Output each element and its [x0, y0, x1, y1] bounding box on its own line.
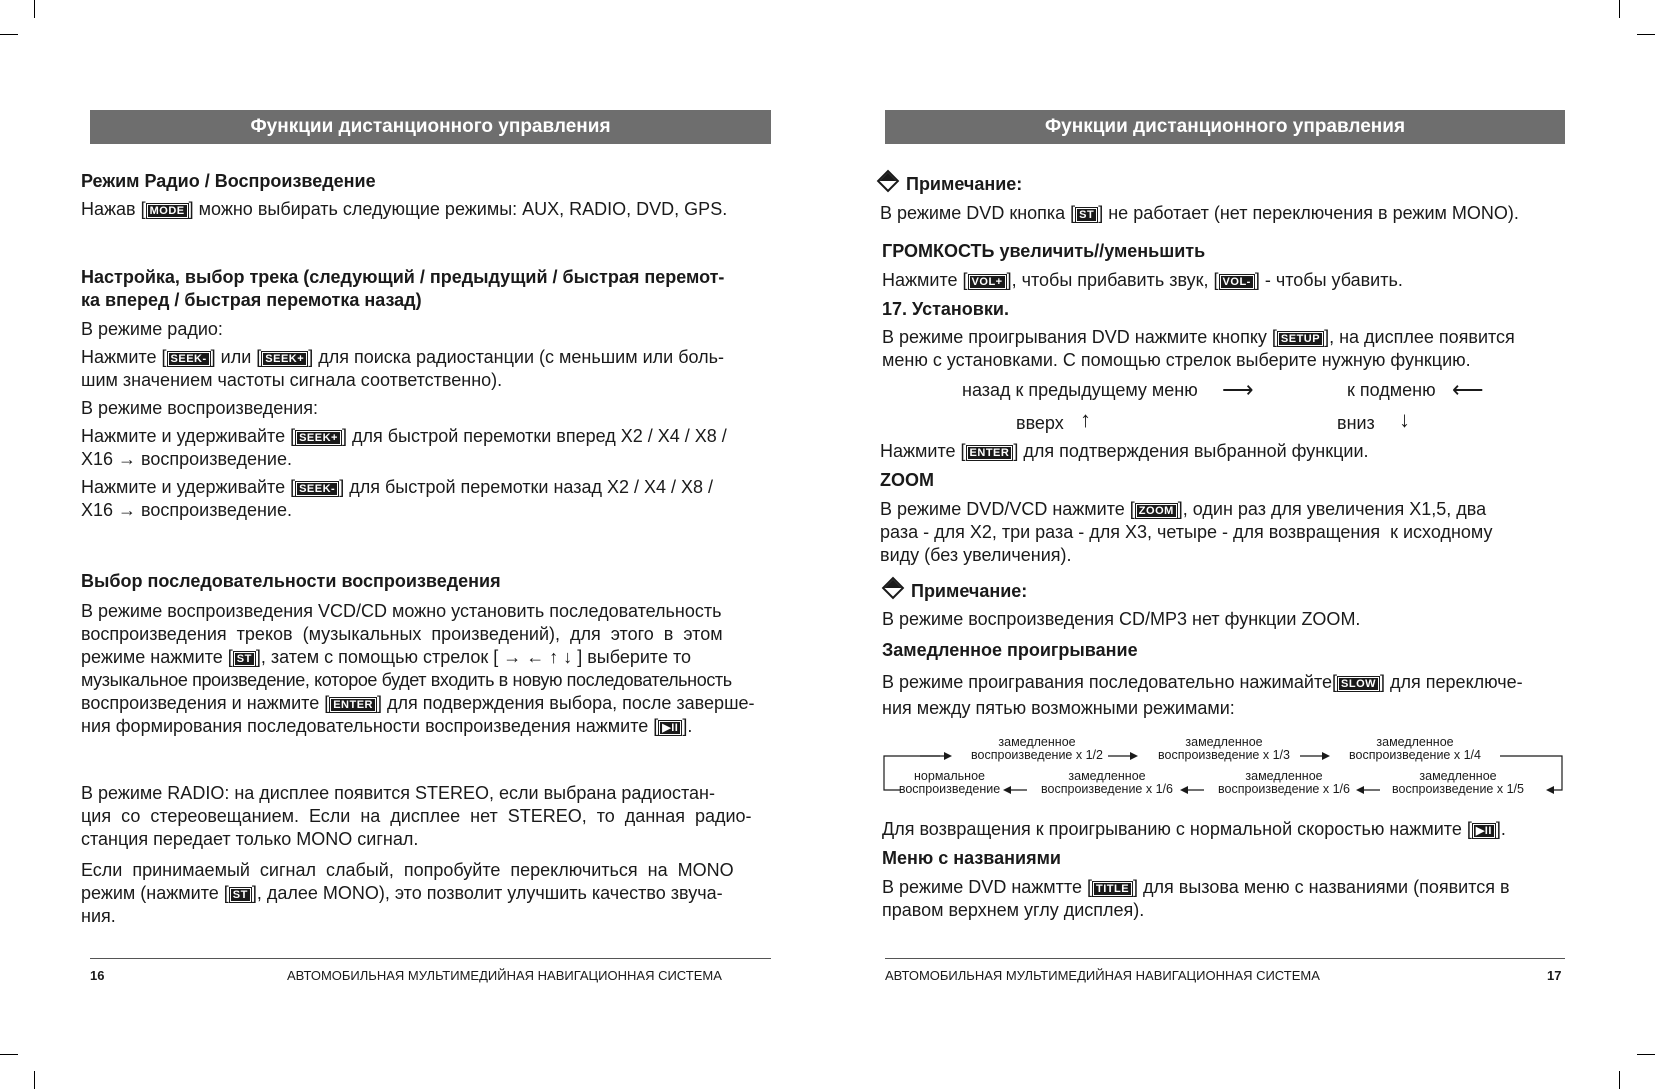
- seek-plus-key-icon: SEEK+: [295, 430, 342, 446]
- section-title: Меню с названиями: [882, 848, 1061, 868]
- paragraph: ния между пятью возможными режимами:: [882, 698, 1235, 718]
- seek-plus-key-icon: SEEK+: [261, 351, 308, 367]
- play-pause-key-icon: ▶II: [1472, 823, 1496, 839]
- flow-step-1-5: замедленное воспроизведение х 1/5: [1392, 769, 1524, 796]
- paragraph: В режиме DVD/VCD нажмите [ ZOOM ], один раз для увеличения X1,5, два: [880, 499, 1487, 519]
- paragraph: X16 → воспроизведение.: [81, 449, 292, 469]
- paragraph: шим значением частоты сигнала соответственно).: [81, 370, 503, 390]
- note-icon: [877, 170, 900, 193]
- section-title: ГРОМКОСТЬ увеличить//уменьшить: [882, 241, 1206, 261]
- st-key-icon: ST: [229, 887, 252, 903]
- footer-divider: [885, 958, 1565, 959]
- note-title: Примечание:: [885, 580, 1605, 603]
- paragraph: ция со стереовещанием. Если на дисплее нет STEREO, то данная радио-: [81, 806, 752, 826]
- arrow-down-icon: ↓: [1399, 407, 1410, 432]
- arrow-up-label: вверх: [1016, 413, 1064, 433]
- section-stereo: [81, 782, 761, 928]
- paragraph: режим (нажмите [ ST ], далее MONO), это позволит улучшить качество звуча-: [81, 883, 723, 903]
- play-pause-key-icon: ▶II: [658, 720, 682, 736]
- zoom-key-icon: ZOOM: [1135, 503, 1178, 519]
- paragraph: В режиме воспроизведения:: [81, 398, 318, 418]
- paragraph: Для возвращения к проигрыванию с нормальной скоростью нажмите [ ▶II ].: [882, 819, 1506, 839]
- arrow-sub-label: к подменю: [1347, 380, 1436, 400]
- section-title: 17. Установки.: [882, 299, 1009, 319]
- setup-key-icon: SETUP: [1277, 331, 1324, 347]
- right-page: [827, 0, 1655, 1089]
- arrow-down-label: вниз: [1337, 413, 1375, 433]
- slow-key-icon: SLOW: [1337, 676, 1380, 692]
- paragraph: В режиме воспроизведения VCD/CD можно установить последовательность воспроизведения треков (музыкальных произведений), для этого в этом режиме нажмите [ ST ], затем с помощью стрелок [ → ← ↑ ↓ ] выберите то музыкальное произведение, которое будет входить в новую последовательность воспроизведения и нажмите [ ENTER ] для подверждения выбора, после заверше- ния формирования последовательности воспроизведения нажмите [ ▶II ].: [81, 601, 755, 736]
- footer-divider: [90, 958, 771, 959]
- page-title: Функции дистанционного управления: [885, 110, 1565, 144]
- paragraph: В режиме DVD нажмтте [ TITLE ] для вызова меню с названиями (появится в: [882, 877, 1510, 897]
- paragraph: В режиме проигрывания DVD нажмите кнопку [ SETUP ], на дисплее появится: [882, 327, 1515, 347]
- footer-text: АВТОМОБИЛЬНАЯ МУЛЬТИМЕДИЙНАЯ НАВИГАЦИОННАЯ СИСТЕМА: [885, 968, 1320, 983]
- note-zoom: [882, 580, 1605, 631]
- footer-text: АВТОМОБИЛЬНАЯ МУЛЬТИМЕДИЙНАЯ НАВИГАЦИОННАЯ СИСТЕМА: [287, 968, 722, 983]
- vol-plus-key-icon: VOL+: [968, 274, 1007, 290]
- vol-minus-key-icon: VOL-: [1219, 274, 1255, 290]
- section-title: Выбор последовательности воспроизведения: [81, 571, 501, 591]
- paragraph: Нажмите [ ENTER ] для подтверждения выбранной функции.: [880, 441, 1369, 461]
- arrow-left-icon: ⟵: [1452, 377, 1484, 402]
- paragraph: В режиме проигравания последовательно нажимайте[ SLOW ] для переключе-: [882, 672, 1523, 692]
- arrow-right-icon: ⟶: [1222, 377, 1254, 402]
- left-page: [0, 0, 827, 1089]
- arrow-up-icon: ↑: [1080, 407, 1091, 432]
- section-sequence: [81, 570, 761, 738]
- paragraph: В режиме радио:: [81, 319, 223, 339]
- section-slow: [882, 639, 1602, 720]
- section-title: ка вперед / быстрая перемотка назад): [81, 290, 422, 310]
- flow-step-1-3: замедленное воспроизведение х 1/3: [1158, 735, 1290, 762]
- paragraph: В режиме RADIO: на дисплее появится STEREO, если выбрана радиостан-: [81, 783, 715, 803]
- paragraph: В режиме DVD кнопка [ ST ] не работает (нет переключения в режим MONO).: [880, 203, 1519, 223]
- paragraph: Нажмите и удерживайте [ SEEK+ ] для быстрой перемотки вперед X2 / X4 / X8 /: [81, 426, 727, 446]
- section-title: Замедленное проигрывание: [882, 640, 1138, 660]
- paragraph: Нажав [ MODE ] можно выбирать следующие режимы: AUX, RADIO, DVD, GPS.: [81, 199, 728, 219]
- paragraph: Нажмите [ VOL+ ], чтобы прибавить звук, [ VOL- ] - чтобы убавить.: [882, 270, 1403, 290]
- paragraph: раза - для X2, три раза - для X3, четыре - для возвращения к исходному: [880, 522, 1493, 542]
- section-volume: [882, 240, 1602, 372]
- flow-step-1-6b: замедленное воспроизведение х 1/6: [1218, 769, 1350, 796]
- seek-minus-key-icon: SEEK-: [295, 481, 339, 497]
- paragraph: виду (без увеличения).: [880, 545, 1072, 565]
- paragraph: X16 → воспроизведение.: [81, 500, 292, 520]
- enter-key-icon: ENTER: [966, 445, 1014, 461]
- paragraph: В режиме воспроизведения CD/MP3 нет функции ZOOM.: [882, 609, 1361, 629]
- page-title: Функции дистанционного управления: [90, 110, 771, 144]
- section-title: Режим Радио / Воспроизведение: [81, 171, 376, 191]
- st-key-icon: ST: [233, 651, 256, 667]
- mode-key-icon: MODE: [146, 203, 189, 219]
- note-title: Примечание:: [880, 173, 1600, 196]
- paragraph: Нажмите и удерживайте [ SEEK- ] для быстрой перемотки назад X2 / X4 / X8 /: [81, 477, 714, 497]
- section-title-menu: [882, 818, 1602, 922]
- section-enter-zoom: [880, 440, 1600, 567]
- flow-step-1-6a: замедленное воспроизведение х 1/6: [1041, 769, 1173, 796]
- paragraph: ния.: [81, 906, 116, 926]
- note-st: [880, 173, 1600, 225]
- section-title: Настройка, выбор трека (следующий / предыдущий / быстрая перемот-: [81, 267, 725, 287]
- paragraph: станция передает только MONO сигнал.: [81, 829, 419, 849]
- section-radio-mode: [81, 170, 781, 221]
- flow-step-normal: нормальное воспроизведение: [898, 769, 1001, 796]
- page-number: 17: [1547, 968, 1562, 983]
- note-icon: [882, 577, 905, 600]
- flow-step-1-2: замедленное воспроизведение х 1/2: [971, 735, 1103, 762]
- section-title: ZOOM: [880, 470, 934, 490]
- seek-minus-key-icon: SEEK-: [167, 351, 211, 367]
- paragraph: Нажмите [ SEEK- ] или [ SEEK+ ] для поиска радиостанции (с меньшим или боль-: [81, 347, 725, 367]
- st-key-icon: ST: [1075, 207, 1098, 223]
- page-number: 16: [90, 968, 105, 983]
- section-track-select: [81, 266, 761, 522]
- paragraph: правом верхнем углу дисплея).: [882, 900, 1145, 920]
- enter-key-icon: ENTER: [329, 697, 377, 713]
- paragraph: меню с установками. С помощью стрелок выберите нужную функцию.: [882, 350, 1471, 370]
- flow-step-1-4: замедленное воспроизведение х 1/4: [1349, 735, 1481, 762]
- title-key-icon: TITLE: [1092, 881, 1133, 897]
- paragraph: Если принимаемый сигнал слабый, попробуйте переключиться на MONO: [81, 860, 734, 880]
- arrow-back-label: назад к предыдущему меню: [962, 380, 1198, 400]
